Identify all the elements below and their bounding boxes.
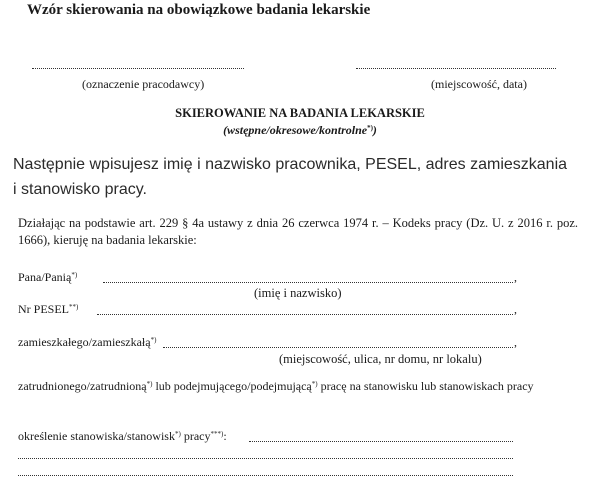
employer-caption: (oznaczenie pracodawcy) bbox=[82, 77, 205, 91]
employment-paragraph bbox=[18, 378, 538, 395]
position-field-line[interactable] bbox=[249, 441, 513, 442]
footnote-mark: **) bbox=[69, 303, 79, 311]
subheading-close: ) bbox=[372, 123, 377, 137]
footnote-mark: ***) bbox=[210, 430, 224, 438]
referral-heading: SKIEROWANIE NA BADANIA LEKARSKIE bbox=[175, 106, 425, 120]
footnote-mark: *) bbox=[367, 124, 373, 132]
document-title: Wzór skierowania na obowiązkowe badania lekarskie bbox=[27, 2, 371, 18]
footnote-mark: *) bbox=[174, 430, 181, 438]
position-label-colon: : bbox=[223, 429, 227, 443]
employment-text-3: pracę na stanowisku lub stanowiskach pracy bbox=[317, 379, 534, 393]
place-date-line bbox=[356, 68, 556, 69]
name-label-text: Pana/Panią bbox=[18, 270, 72, 284]
address-field-line[interactable] bbox=[163, 347, 513, 348]
address-field-comma: , bbox=[514, 335, 517, 349]
legal-basis-paragraph: Działając na podstawie art. 229 § 4a ustawy z dnia 26 czerwca 1974 r. – Kodeks pracy (Dz. U. z 2016 r. poz. 1666), kieruję na badania lekarskie: bbox=[18, 216, 578, 247]
pesel-label-text: Nr PESEL bbox=[18, 302, 69, 316]
place-date-caption: (miejscowość, data) bbox=[431, 77, 527, 91]
position-label-word: pracy bbox=[180, 429, 211, 443]
address-field-label bbox=[18, 335, 156, 350]
subheading-text: (wstępne/okresowe/kontrolne bbox=[223, 123, 368, 137]
name-field-label bbox=[18, 270, 77, 285]
pesel-field-label bbox=[18, 302, 78, 317]
position-label-text: określenie stanowiska/stanowisk bbox=[18, 429, 175, 443]
footnote-mark: *) bbox=[311, 380, 318, 388]
name-field-caption: (imię i nazwisko) bbox=[254, 286, 342, 300]
position-field-line[interactable] bbox=[18, 458, 513, 459]
employer-signature-line bbox=[32, 68, 244, 69]
employment-text-1: zatrudnionego/zatrudnioną bbox=[18, 379, 147, 393]
instruction-text: Następnie wpisujesz imię i nazwisko pracownika, PESEL, adres zamieszkania i stanowisko pracy. bbox=[13, 156, 568, 198]
name-field-comma: , bbox=[514, 270, 517, 284]
employment-text-2: lub podejmującego/podejmującą bbox=[152, 379, 312, 393]
pesel-field-comma: , bbox=[514, 302, 517, 316]
footnote-mark: *) bbox=[150, 336, 157, 344]
referral-subheading bbox=[0, 123, 600, 138]
pesel-field-line[interactable] bbox=[97, 314, 513, 315]
address-field-caption: (miejscowość, ulica, nr domu, nr lokalu) bbox=[279, 352, 482, 366]
name-field-line[interactable] bbox=[103, 282, 513, 283]
footnote-mark: *) bbox=[146, 380, 153, 388]
address-label-text: zamieszkałego/zamieszkałą bbox=[18, 335, 151, 349]
footnote-mark: *) bbox=[71, 271, 78, 279]
position-field-line[interactable] bbox=[18, 475, 513, 476]
position-field-label bbox=[18, 429, 227, 444]
